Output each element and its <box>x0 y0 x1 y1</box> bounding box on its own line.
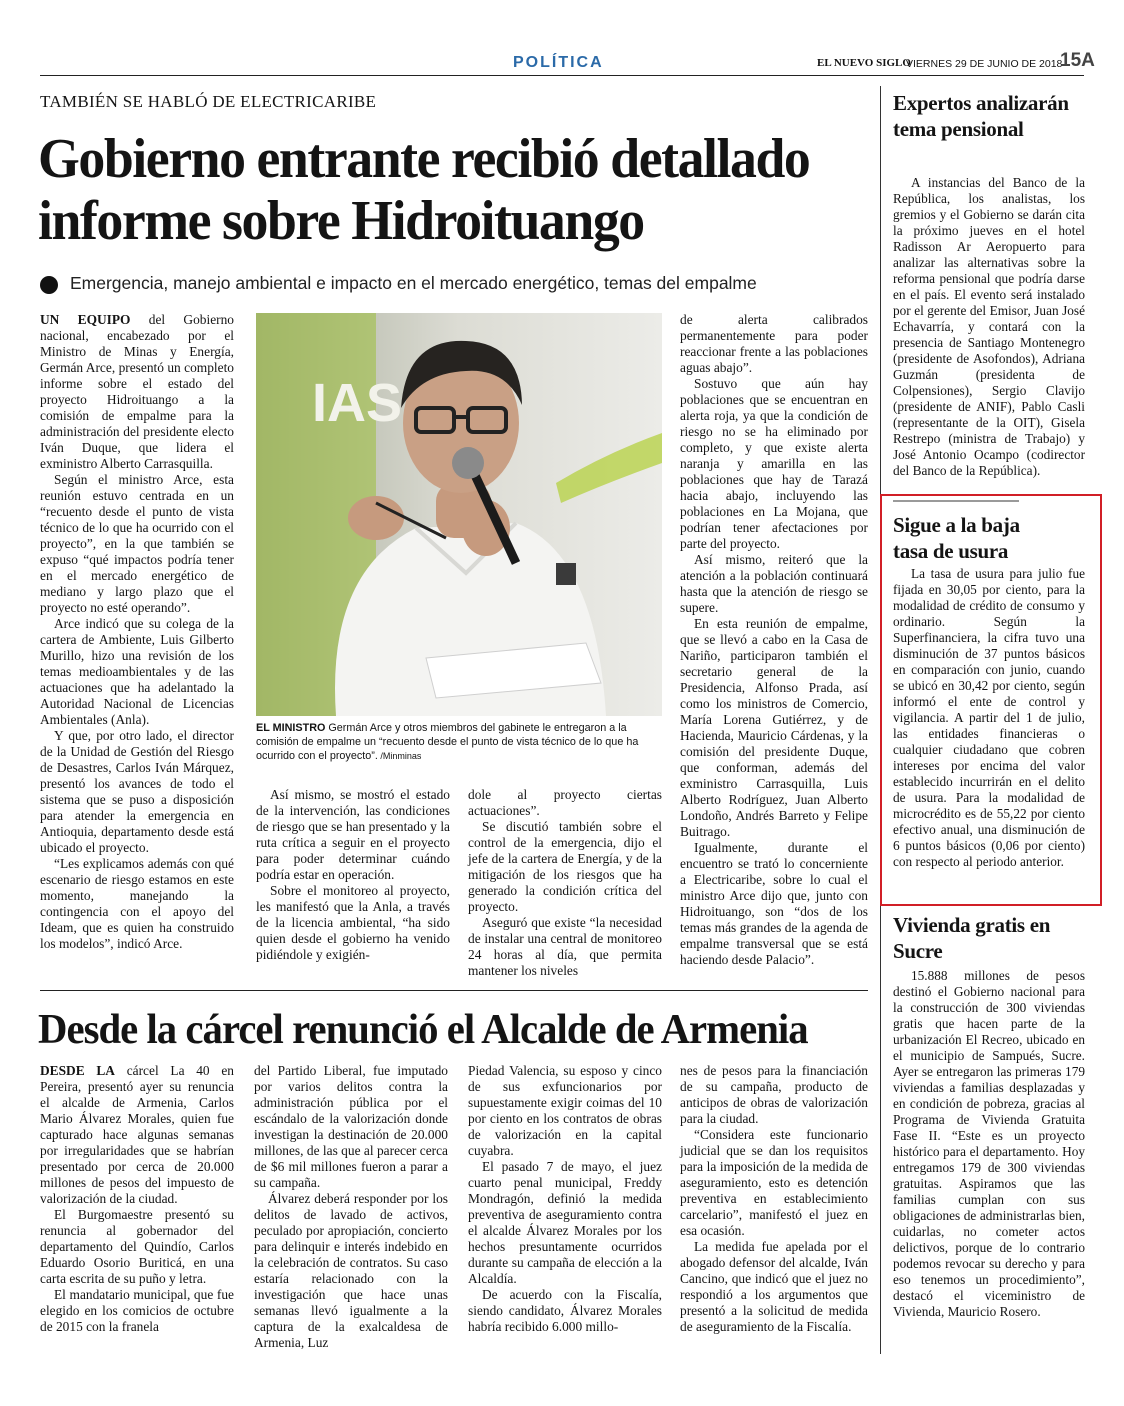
paragraph: Piedad Valencia, su esposo y cinco de sus exfuncionarios por supuestamente exigir coimas del 10 por ciento en los contratos de obras de valorización en la capital cuyabra. <box>468 1063 662 1158</box>
brief-1-headline: Expertos analizarán tema pensional <box>893 91 1069 141</box>
paragraph: Así mismo, reiteró que la atención a la población continuará hasta que la atención de riesgo se supere. <box>680 552 868 615</box>
minister-photo-art <box>256 313 662 716</box>
paragraph: Sobre el monitoreo al proyecto, les manifestó que la Anla, a través de la licencia ambiental, “ha sido quien desde el gobierno ha venido pidiéndole y exigién- <box>256 883 450 962</box>
second-col-4 <box>680 1063 868 1335</box>
paragraph: El mandatario municipal, que fue elegido en los comicios de octubre de 2015 con la franela <box>40 1287 234 1334</box>
minister-photo <box>256 313 662 716</box>
paragraph: Según el ministro Arce, esta reunión estuvo centrada en un “recuento desde el punto de vista técnico de lo que ha ocurrido con el proyecto”, en la que también se expuso “qué impactos podría tener en el mercado energético de mediano y largo plazo que el proyecto no esté operando”. <box>40 472 234 615</box>
brief-3-body: 15.888 millones de pesos destinó el Gobierno nacional para la construcción de 300 viviendas gratis que hacen parte de la urbanización El Recreo, ubicado en el municipio de Sampués, Sucre. Ayer se entregaron las primeras 179 viviendas a familias desplazadas y en condición de pobreza, gracias al Programa de Vivienda Gratuita Fase II. “Este es un proyecto histórico para el departamento. Hoy entregamos 179 de 300 viviendas gratuitas. Aspiramos que las familias cumplan con sus obligaciones de administrarlas bien, cuidarlas, no cometer actos delictivos, porque de lo contrario podemos revocar su derecho y para eso tenemos un procedimiento”, destacó el viceministro de Vivienda, Mauricio Rosero. <box>893 968 1085 1319</box>
lead-word: DESDE LA <box>40 1063 115 1078</box>
caption-lead: EL MINISTRO <box>256 722 326 734</box>
paragraph: de alerta calibrados permanentemente para poder reaccionar frente a las poblaciones aguas abajo”. <box>680 312 868 375</box>
second-col-3 <box>468 1063 662 1335</box>
main-col-2b <box>468 787 662 979</box>
page-number: 15A <box>1060 50 1095 71</box>
second-headline: Desde la cárcel renunció el Alcalde de Armenia <box>38 1007 808 1053</box>
paragraph: Arce indicó que su colega de la cartera de Ambiente, Luis Gilberto Murillo, hizo una revisión de los temas medioambientales y de las actuaciones que ha adelantado la Autoridad Nacional de Licencias Ambientales (Anla). <box>40 616 234 727</box>
paragraph: Sostuvo que aún hay poblaciones que se encuentran en alerta roja, ya que la condición de riesgo no se ha eliminado por completo, y que existe alerta naranja y amarilla en las poblaciones que hay de Tarazá hacia abajo, incluyendo las poblaciones en La Mojana, que podrían tener afectaciones por parte del proyecto. <box>680 376 868 551</box>
photo-credit: /Minminas <box>377 751 422 761</box>
paragraph: En esta reunión de empalme, que se llevó a cabo en la Casa de Nariño, participaron también el secretario general de la Presidencia, Alfonso Prada, así como los ministros de Comercio, María Lorena Gutiérrez, y de Hacienda, Mauricio Cárdenas, y la comisión del presidente Duque, que conforman, además del exministro Carrasquilla, Luis Alberto Rodríguez, Juan Alberto Londoño, Andrés Barreto y Felipe Buitrago. <box>680 616 868 839</box>
paragraph: Igualmente, durante el encuentro se trató lo concerniente a Electricaribe, sobre lo cual el ministro Arce dijo que, junto con Hidroituango, son “dos de los temas más grandes de la agenda de empalme transversal que se está haciendo desde Palacio”. <box>680 840 868 967</box>
second-col-1 <box>40 1063 234 1335</box>
photo-caption: EL MINISTRO Germán Arce y otros miembros del gabinete le entregaron a la comisión de empalme un “recuento desde el punto de vista técnico de lo que ha ocurrido con el proyecto”. /Minminas <box>256 722 639 762</box>
newspaper-name: EL NUEVO SIGLO <box>817 57 911 69</box>
paragraph: “Considera este funcionario judicial que se dan los requisitos para la imposición de la medida de aseguramiento, esto es detención preventiva en establecimiento carcelario”, manifestó el juez en esa ocasión. <box>680 1127 868 1238</box>
paragraph: Álvarez deberá responder por los delitos de lavado de activos, peculado por apropiación, concierto para delinquir e interés indebido en la celebración de contratos. Su caso estaría relacionado con la investigación que hace unas semanas llevó igualmente a la captura de la exalcaldesa de Armenia, Luz <box>254 1191 448 1350</box>
paragraph: Así mismo, se mostró el estado de la intervención, las condiciones de riesgo que se han presentado y la ruta crítica a seguir en el proyecto para poder determinar cuándo podría estar en operación. <box>256 787 450 882</box>
photo-background-text: IAS <box>312 373 403 433</box>
paragraph: nes de pesos para la financiación de su campaña, producto de anticipos de obras de valorización para la ciudad. <box>680 1063 868 1126</box>
paragraph: del Partido Liberal, fue imputado por varios delitos contra la administración pública por el escándalo de la valorización donde investigan la destinación de 20.000 millones, de las que al parecer cerca de $6 mil millones fueron a parar a su campaña. <box>254 1063 448 1190</box>
second-col-2 <box>254 1063 448 1351</box>
header-rule <box>40 75 1084 76</box>
kicker: TAMBIÉN SE HABLÓ DE ELECTRICARIBE <box>40 92 377 111</box>
dateline: VIERNES 29 DE JUNIO DE 2018 <box>906 58 1063 70</box>
brief-2-body: La tasa de usura para julio fue fijada en 30,05 por ciento, para la modalidad de crédito de consumo y ordinario. Según la Superfinanciera, la cifra tuvo una disminución de 37 puntos básicos en comparación con junio, cuando se ubicó en 30,42 por ciento, según informó el ente de control y vigilancia. A partir del 1 de julio, las entidades financieras o cualquier ciudadano que cobren intereses por encima del valor establecido incurrirán en el delito de usura. Para la modalidad de microcrédito es de 55,22 por ciento efectivo anual, una disminución de 6 puntos básicos (0,06 por ciento) con respecto al periodo anterior. <box>893 566 1085 869</box>
paragraph: Y que, por otro lado, el director de la Unidad de Gestión del Riesgo de Desastres, Carlos Iván Márquez, presentó los avances de todo el sistema que se puso a disposición para atender la emergencia en Antioquia, departamento desde está ubicado el proyecto. <box>40 728 234 855</box>
paragraph: La medida fue apelada por el abogado defensor del alcalde, Iván Cancino, que indicó que el juez no respondió a los argumentos que presentó a la solicitud de medida de aseguramiento de la Fiscalía. <box>680 1239 868 1334</box>
brief-1-body: A instancias del Banco de la República, los analistas, los gremios y el Gobierno se darán cita la próximo jueves en el hotel Radisson Ar Aeropuerto para analizar las alternativas sobre la reforma pensional que podría darse en el país. El evento será instalado por el gerente del Emisor, Juan José Echavarría, y contará con la presencia de Santiago Montenegro (presidente de Asofondos), Adriana Guzmán (presidenta de Colpensiones), Sergio Clavijo (presidente de ANIF), Pablo Casli (representante de la OIT), Gisela Restrepo (ministra de Trabajo) y José Antonio Ocampo (codirector del Banco de la República). <box>893 175 1085 478</box>
main-col-3 <box>680 312 868 968</box>
paragraph: DESDE LA cárcel La 40 en Pereira, presentó ayer su renuncia el alcalde de Armenia, Carlos Mario Álvarez Morales, quien fue capturado hace algunas semanas por irregularidades que se habrían presentado por cerca de 20.000 millones de pesos del impuesto de valorización de la ciudad. <box>40 1063 234 1206</box>
lead-word: UN EQUIPO <box>40 312 131 327</box>
main-col-2a <box>256 787 450 963</box>
main-headline: Gobierno entrante recibió detallado informe sobre Hidroituango <box>38 128 810 252</box>
section-label: POLÍTICA <box>513 54 604 71</box>
bullet-icon <box>40 276 58 294</box>
paragraph: Aseguró que existe “la necesidad de instalar una central de monitoreo 24 horas al día, que permita mantener los niveles <box>468 915 662 978</box>
deck: Emergencia, manejo ambiental e impacto en el mercado energético, temas del empalme <box>70 273 757 293</box>
paragraph: Se discutió también sobre el control de la emergencia, dijo el jefe de la cartera de Energía, y de la mitigación de los riesgos que ha generado la condición crítica del proyecto. <box>468 819 662 914</box>
main-col-1 <box>40 312 234 952</box>
paragraph: dole al proyecto ciertas actuaciones”. <box>468 787 662 818</box>
brief-2-headline: Sigue a la baja tasa de usura <box>893 513 1020 563</box>
paragraph: UN EQUIPO del Gobierno nacional, encabezado por el Ministro de Minas y Energía, Germán Arce, presentó un completo informe sobre el estado del proyecto Hidroituango a la comisión de empalme para la administración del presidente electo Iván Duque, que lidera el exministro Alberto Carrasquilla. <box>40 312 234 471</box>
article-divider <box>40 990 868 991</box>
paragraph: “Les explicamos además con qué escenario de riesgo estamos en este momento, manejando la contingencia con el apoyo del Ideam, que es quien ha construido los modelos”, indicó Arce. <box>40 856 234 951</box>
paragraph: El Burgomaestre presentó su renuncia al gobernador del departamento del Quindío, Carlos Eduardo Osorio Buriticá, en una carta escrita de su puño y letra. <box>40 1207 234 1286</box>
brief-3-headline: Vivienda gratis en Sucre <box>893 913 1051 963</box>
paragraph: El pasado 7 de mayo, el juez cuarto penal municipal, Freddy Mondragón, definió la medida preventiva de aseguramiento contra el alcalde Álvarez Morales por los hechos presuntamente ocurridos durante su campaña de elección a la Alcaldía. <box>468 1159 662 1286</box>
paragraph: De acuerdo con la Fiscalía, siendo candidato, Álvarez Morales habría recibido 6.000 millo- <box>468 1287 662 1334</box>
